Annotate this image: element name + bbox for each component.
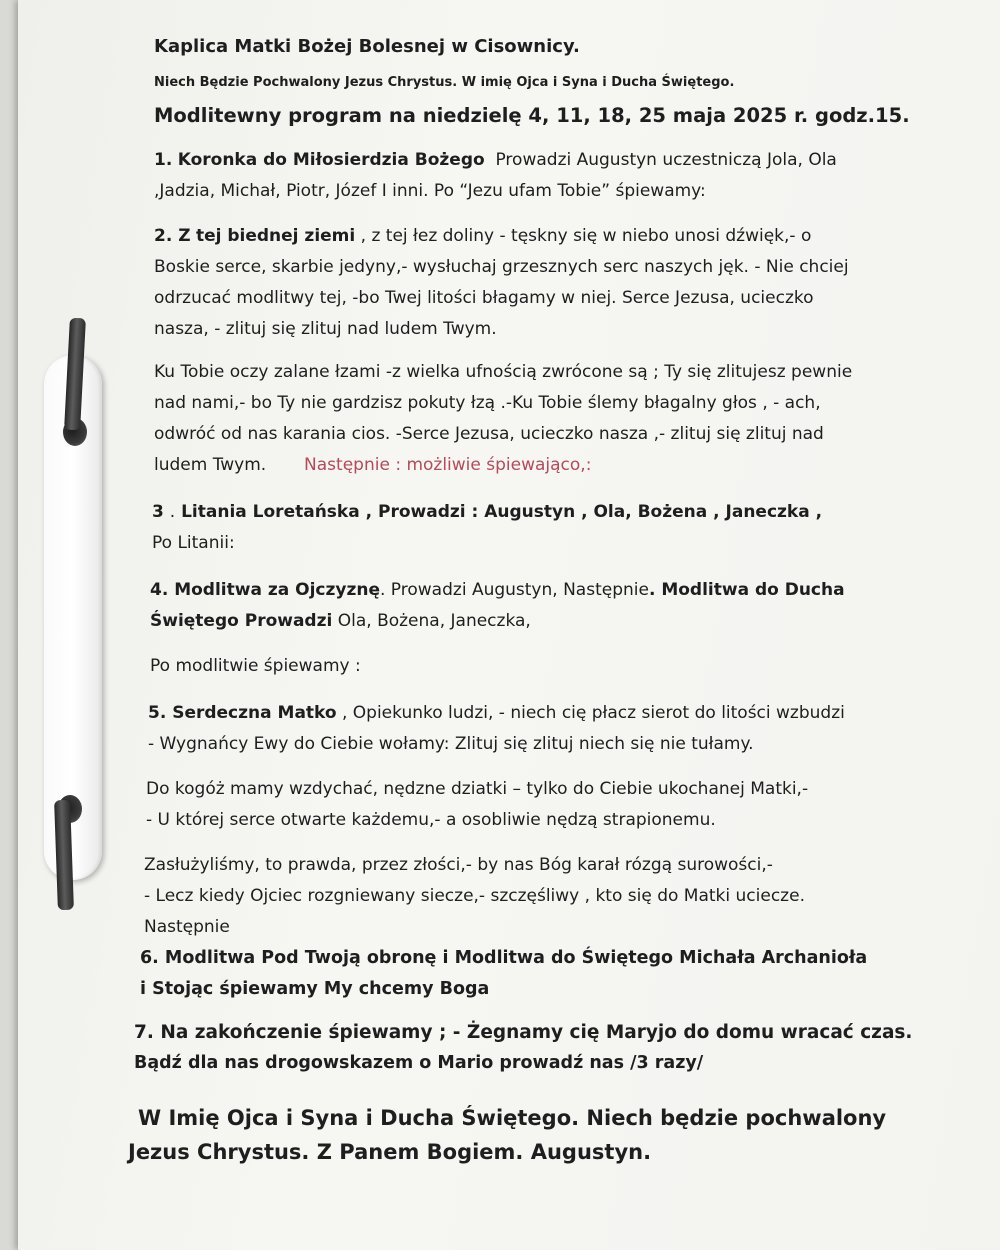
- section-5-verse-3-line-1: Zasłużyliśmy, to prawda, przez złości,- by nas Bóg karał rózgą surowości,-: [144, 855, 773, 875]
- section-1-title: Koronka do Miłosierdzia Bożego: [177, 150, 485, 170]
- greeting-line: Niech Będzie Pochwalony Jezus Chrystus. W imię Ojca i Syna i Ducha Świętego.: [154, 75, 735, 90]
- section-4-title: 4. Modlitwa za Ojczyznę: [150, 580, 380, 600]
- section-7: [134, 1017, 938, 1079]
- program-heading: Modlitewny program na niedzielę 4, 11, 18, 25 maja 2025 r. godz.15.: [154, 104, 910, 127]
- section-3-line-2: Po Litanii:: [152, 533, 235, 553]
- section-2-line-4: nasza, - zlituj się zlituj nad ludem Twym.: [154, 319, 497, 339]
- section-5-verse-3: [144, 850, 938, 943]
- section-2-verse-2-line-2: nad nami,- bo Ty nie gardzisz pokuty łzą .-Ku Tobie ślemy błagalny głos , - ach,: [154, 393, 821, 413]
- section-4-title-3: Świętego Prowadzi: [150, 611, 333, 631]
- section-5-verse-2-line-1: Do kogóż mamy wzdychać, nędzne dziatki – tylko do Ciebie ukochanej Matki,-: [146, 779, 809, 799]
- section-7-line-2: Bądź dla nas drogowskazem o Mario prowadź nas /3 razy/: [134, 1053, 704, 1073]
- section-3-number: 3: [152, 502, 164, 522]
- section-5-verse-2-line-2: - U której serce otwarte każdemu,- a osobliwie nędzą strapionemu.: [146, 810, 716, 830]
- section-6: [140, 943, 938, 1005]
- section-2-line-2: Boskie serce, skarbie jedyny,- wysłuchaj grzesznych serc naszych jęk. - Nie chciej: [154, 257, 849, 277]
- chapel-title: Kaplica Matki Bożej Bolesnej w Cisownicy.: [154, 36, 580, 57]
- section-4-middle: . Prowadzi Augustyn, Następnie: [380, 580, 649, 600]
- closing-line-2: Jezus Chrystus. Z Panem Bogiem. Augustyn.: [128, 1140, 652, 1164]
- section-2-verse-2-line-4: ludem Twym.: [154, 455, 267, 475]
- section-3-line-1: Litania Loretańska , Prowadzi : Augustyn , Ola, Bożena , Janeczka ,: [181, 502, 823, 522]
- section-5-next: Następnie: [144, 917, 230, 937]
- section-2: [154, 221, 938, 345]
- section-5-line-1: , Opiekunko ludzi, - niech cię płacz sierot do litości wzbudzi: [341, 703, 845, 723]
- section-1-line-2: ,Jadzia, Michał, Piotr, Józef I inni. Po “Jezu ufam Tobie” śpiewamy:: [154, 181, 706, 201]
- section-2-line-1: , z tej łez doliny - tęskny się w niebo unosi dźwięk,- o: [360, 226, 812, 246]
- section-5-line-2: - Wygnańcy Ewy do Ciebie wołamy: Zlituj się zlituj niech się nie tułamy.: [148, 734, 754, 754]
- section-6-line-1: 6. Modlitwa Pod Twoją obronę i Modlitwa do Świętego Michała Archanioła: [140, 948, 868, 968]
- section-5: [148, 698, 938, 760]
- section-1-line-1: Prowadzi Augustyn uczestniczą Jola, Ola: [495, 150, 837, 170]
- section-2-verse-2: [154, 357, 938, 481]
- section-1: [154, 145, 938, 207]
- section-3: [152, 497, 938, 559]
- section-4-after: Po modlitwie śpiewamy :: [150, 656, 361, 676]
- section-5-verse-3-line-2: - Lecz kiedy Ojciec rozgniewany siecze,- szczęśliwy , kto się do Matki ucieczе.: [144, 886, 805, 906]
- section-4-title-2: . Modlitwa do Ducha: [648, 580, 845, 600]
- closing: [128, 1101, 938, 1169]
- section-2-verse-2-line-1: Ku Tobie oczy zalane łzami -z wielka ufnością zwrócone są ; Ty się zlitujesz pewnie: [154, 362, 853, 382]
- section-6-line-2: i Stojąc śpiewamy My chcemy Boga: [140, 979, 490, 999]
- section-1-number: 1.: [154, 150, 173, 170]
- closing-line-1: W Imię Ojca i Syna i Ducha Świętego. Niech będzie pochwalony: [138, 1106, 887, 1130]
- section-5-title: 5. Serdeczna Matko: [148, 703, 337, 723]
- section-7-line-1: 7. Na zakończenie śpiewamy ; - Żegnamy cię Maryjo do domu wracać czas.: [134, 1022, 913, 1043]
- section-2-number: 2. Z: [154, 226, 191, 246]
- section-2-line-3: odrzucać modlitwy tej, -bo Twej litości błagamy w niej. Serce Jezusa, ucieczko: [154, 288, 814, 308]
- document-text: [128, 28, 938, 1169]
- section-4: [150, 575, 938, 682]
- section-2-verse-2-line-3: odwróć od nas karania cios. -Serce Jezusa, ucieczko nasza ,- zlituj się zlituj nad: [154, 424, 824, 444]
- next-note: Następnie : możliwie śpiewająco,:: [304, 455, 592, 475]
- section-3-dot: .: [169, 502, 176, 522]
- section-4-names: Ola, Bożena, Janeczka,: [337, 611, 531, 631]
- section-2-title: tej biednej ziemi: [195, 226, 356, 246]
- section-5-verse-2: [146, 774, 938, 836]
